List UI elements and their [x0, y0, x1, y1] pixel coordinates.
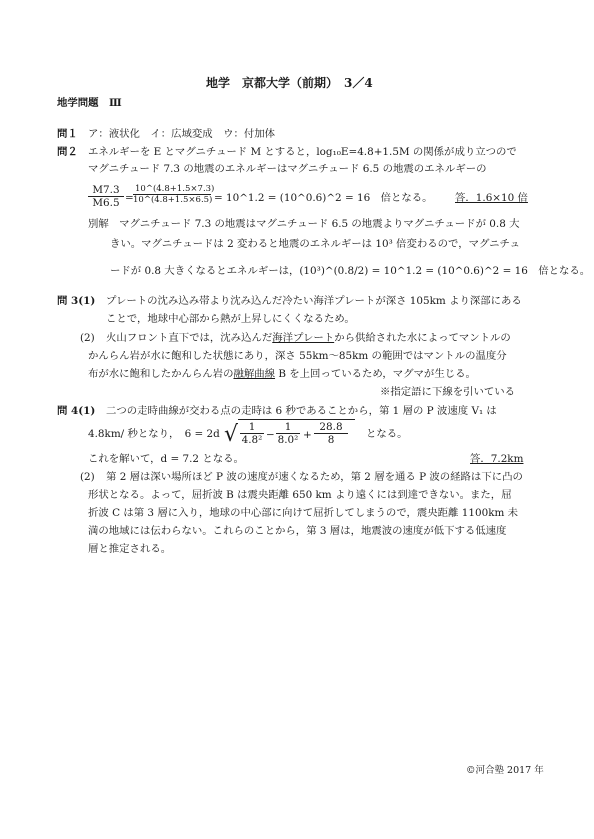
q4-p2-line5: 層と推定される。: [88, 543, 172, 555]
q3-p2-label: (2): [80, 332, 95, 344]
q4-p2-line3: 折波 C は第 3 層に入り，地球の中心部に向けて屈折してしまうので，震央距離 1100km 未: [88, 507, 519, 519]
q2-line1: エネルギーを E とマグニチュード M とすると，log₁₀E=4.8+1.5M の関係が成り立つので: [88, 146, 517, 158]
q3-label: 問 3(1): [57, 295, 96, 307]
q2-fraction-power: [133, 184, 215, 205]
sqrt-sign: √: [224, 422, 239, 447]
page-header-title: 地学 京都大学（前期） 3／4: [206, 76, 373, 90]
q2-alt-line3: ードが 0.8 大きくなるとエネルギーは，(10³)^(0.8/2) = 10^1.2 = (10^0.6)^2 = 16 倍となる。: [110, 265, 591, 277]
q4-p2-label: (2): [80, 471, 95, 483]
q4-p2-line4: 満の地域には伝わらない。これらのことから，第 3 層は，地震波の速度が低下する低速度: [88, 525, 507, 537]
q2-answer: 答．1.6×10 倍: [455, 192, 528, 204]
q3-p2-line3: 布が水に飽和したかんらん岩の融解曲線 B を上回っているため，マグマが生じる。: [88, 368, 476, 380]
footer-copyright: ©河合塾 2017 年: [466, 765, 544, 776]
q2-frac-num: M7.3: [88, 184, 124, 197]
q4-p2-line1: 第 2 層は深い場所ほど P 波の速度が速くなるため，第 2 層を通る P 波の経路は下に凸の: [106, 471, 523, 483]
keyword-ocean-plate: 海洋プレート: [272, 332, 335, 344]
section-title: 地学問題 Ⅲ: [57, 97, 122, 109]
q3-p1-line2: ことで，地球中心部から熱が上昇しにくくなるため。: [106, 313, 355, 325]
q3-p2-line1: 火山フロント直下では，沈み込んだ海洋プレートから供給された水によってマントルの: [106, 332, 511, 344]
q2-frac2-den: 10^(4.8+1.5×6.5): [133, 195, 213, 205]
q4-p1-line2b: となる。: [366, 428, 408, 440]
q4-p2-line2: 形状となる。よって，屈折波 B は震央距離 650 km より遠くには到達できない。また，屈: [88, 489, 512, 501]
sqrt-frac3: $\frac{28.8}{8}$: [314, 421, 348, 446]
q2-alt-line2: きい。マグニチュードは 2 変わると地震のエネルギーは 10³ 倍変わるので，マグニチュ: [110, 238, 521, 250]
sqrt-frac2: $\frac{1}{\text{8.0²}}$: [277, 421, 299, 446]
keyword-melting-curve: 融解曲線: [233, 368, 276, 380]
q4-p1-line1: 二つの走時曲線が交わる点の走時は 6 秒であることから，第 1 層の P 波速度 V₁ は: [106, 405, 497, 417]
q4-label: 問 4(1): [57, 405, 96, 417]
q2-frac2-num: 10^(4.8+1.5×7.3): [135, 184, 215, 194]
q2-alt-line1: 別解 マグニチュード 7.3 の地震はマグニチュード 6.5 の地震よりマグニチュードが 0.8 大: [88, 218, 520, 230]
q4-p1-line3: これを解いて，d = 7.2 となる。: [88, 453, 244, 465]
q2-line2: マグニチュード 7.3 の地震のエネルギーはマグニチュード 6.5 の地震のエネルギーの: [88, 163, 487, 175]
q3-p2-line2: かんらん岩が水に飽和した状態にあり，深さ 55km〜85km の範囲ではマントルの温度分: [88, 350, 507, 362]
q4-answer: 答．7.2km: [470, 453, 524, 465]
q1-label: 問１: [57, 128, 78, 140]
q2-eq-rest: = 10^1.2 = (10^0.6)^2 = 16 倍となる。: [214, 192, 433, 204]
q3-p1-line1: プレートの沈み込み帯より沈み込んだ冷たい海洋プレートが深さ 105km より深部にある: [106, 295, 522, 307]
q3-note: ※指定語に下線を引いている: [380, 386, 516, 398]
sqrt-bar: [238, 419, 355, 420]
q2-fraction-mag: [88, 184, 124, 209]
q4-p1-line2a: 4.8km/ 秒となり， 6 = 2d: [88, 428, 220, 440]
q1-answer: ア：液状化 イ：広域変成 ウ：付加体: [88, 128, 276, 140]
sqrt-frac1: $\frac{1}{\text{4.8²}}$: [241, 421, 263, 446]
q2-label: 問２: [57, 146, 78, 158]
q2-frac-den: M6.5: [92, 197, 120, 209]
